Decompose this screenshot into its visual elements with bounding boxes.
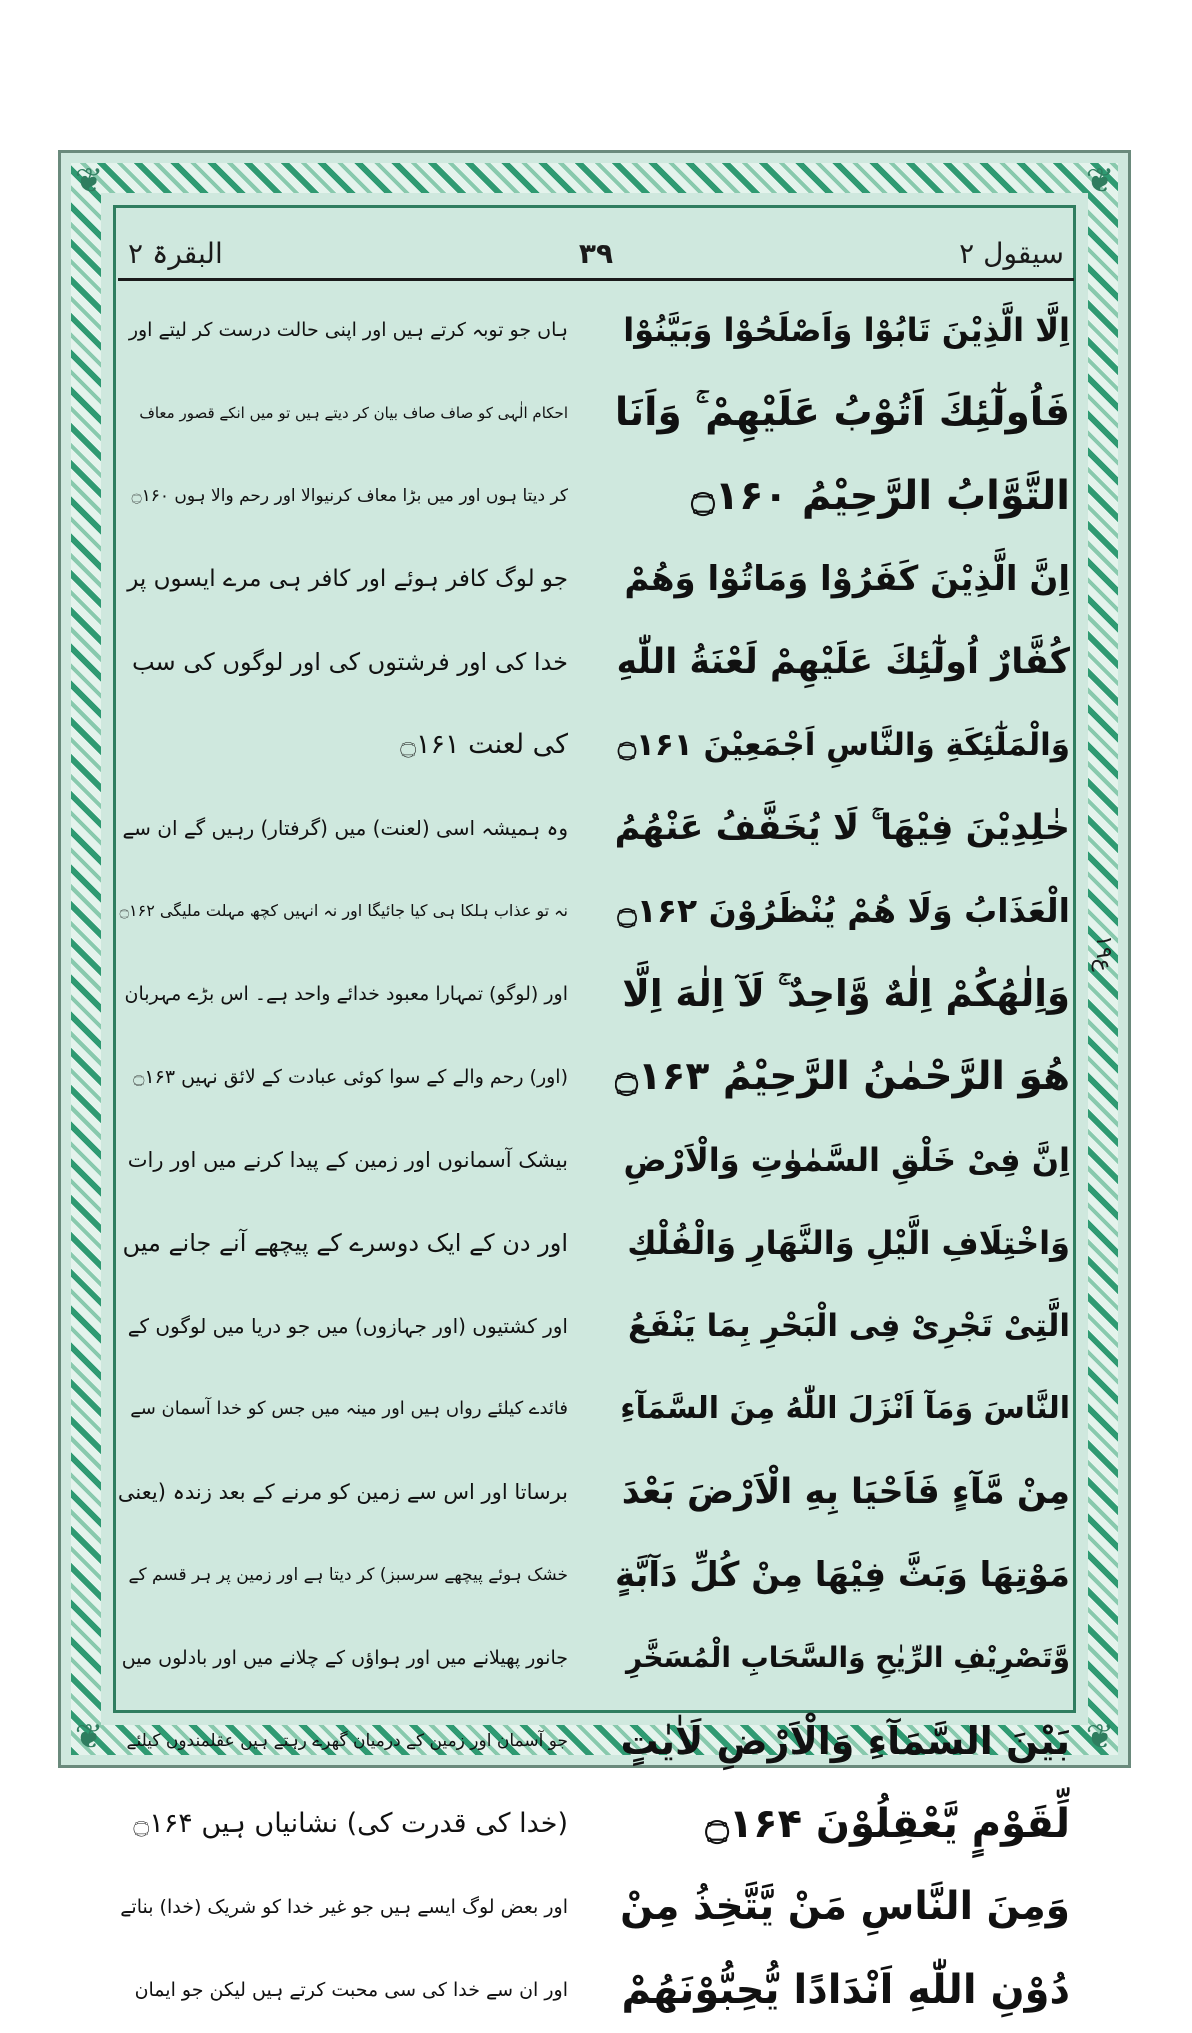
arabic-verse-line: وَمِنَ النَّاسِ مَنْ یَّتَّخِذُ مِنْ (620, 1884, 1070, 1929)
urdu-translation-line: برساتا اور اس سے زمین کو مرنے کے بعد زندہ (یعنی (118, 1480, 568, 1504)
arabic-verse-line: دُوْنِ اللّٰهِ اَنْدَادًا یُّحِبُّوْنَهُمْ (621, 1967, 1070, 2013)
page-header (118, 235, 1074, 281)
arabic-verse-line: كُفَّارٌ اُولٰٓئِكَ عَلَیْهِمْ لَعْنَةُ اللّٰهِ (616, 642, 1070, 682)
arabic-verse-line: وَالْمَلٰٓئِكَةِ وَالنَّاسِ اَجْمَعِیْنَ ۝۱۶۱ (617, 727, 1070, 763)
arabic-verse-line: وَاخْتِلَافِ الَّیْلِ وَالنَّهَارِ وَالْفُلْكِ (627, 1224, 1070, 1262)
urdu-translation-line: کر دیتا ہوں اور میں بڑا معاف کرنیوالا اور رحم والا ہوں ۝۱۶۰ (131, 486, 568, 506)
arabic-verse-line: خٰلِدِیْنَ فِیْهَا ۚ لَا یُخَفَّفُ عَنْهُمُ (615, 808, 1070, 848)
arabic-verse-line: الْعَذَابُ وَلَا هُمْ یُنْظَرُوْنَ ۝۱۶۲ (617, 891, 1070, 930)
urdu-translation-line: اور ان سے خدا کی سی محبت کرتے ہیں لیکن جو ایمان (134, 1979, 568, 2001)
urdu-translation-line: احکام الٰہی کو صاف صاف بیان کر دیتے ہیں تو میں انکے قصور معاف (139, 404, 568, 422)
arabic-verse-line: بَیْنَ السَّمَآءِ وَالْاَرْضِ لَاٰیٰتٍ (620, 1719, 1070, 1763)
arabic-verse-line: اِنَّ فِیْ خَلْقِ السَّمٰوٰتِ وَالْاَرْضِ (623, 1141, 1070, 1179)
arabic-verse-line: التَّوَّابُ الرَّحِیْمُ ۝۱۶۰ (691, 473, 1070, 519)
urdu-translation-line: خدا کی اور فرشتوں کی اور لوگوں کی سب (131, 648, 568, 676)
urdu-translation-line: فائدے کیلئے رواں ہیں اور مینہ میں جس کو خدا آسمان سے (130, 1398, 568, 1419)
arabic-verse-line: وَاِلٰهُكُمْ اِلٰهٌ وَّاحِدٌ ۚ لَآ اِلٰهَ اِلَّا (622, 972, 1070, 1015)
ruku-marker: ع۱۹ (1091, 935, 1116, 972)
urdu-translation-line: جانور پھیلانے میں اور ہواؤں کے چلانے میں اور بادلوں میں (121, 1647, 568, 1669)
arabic-text-column (615, 290, 1070, 2033)
corner-ornament-icon: ❦ (1085, 1717, 1115, 1757)
arabic-verse-line: الَّتِیْ تَجْرِیْ فِی الْبَحْرِ بِمَا یَنْفَعُ (628, 1308, 1070, 1344)
juz-name: سیقول ۲ (959, 237, 1064, 270)
urdu-translation-column (118, 290, 568, 2033)
arabic-verse-line: اِنَّ الَّذِیْنَ كَفَرُوْا وَمَاتُوْا وَهُمْ (624, 559, 1070, 599)
urdu-translation-line: اور (لوگو) تمہارا معبود خدائے واحد ہے۔ اس بڑے مہربان (124, 983, 568, 1005)
urdu-translation-line: خشک ہوئے پیچھے سرسبز) کر دیتا ہے اور زمین پر ہر قسم کے (128, 1565, 568, 1585)
urdu-translation-line: اور بعض لوگ ایسے ہیں جو غیر خدا کو شریک (خدا) بناتے (120, 1896, 568, 1918)
urdu-translation-line: کی لعنت ۝۱۶۱ (400, 729, 568, 760)
arabic-verse-line: اِلَّا الَّذِیْنَ تَابُوْا وَاَصْلَحُوْا وَبَیَّنُوْا (623, 311, 1070, 349)
surah-name: البقرۃ ۲ (128, 237, 223, 270)
arabic-verse-line: هُوَ الرَّحْمٰنُ الرَّحِیْمُ ۝۱۶۳ (615, 1054, 1070, 1099)
page-number: ۳۹ (578, 237, 614, 270)
urdu-translation-line: وہ ہمیشہ اسی (لعنت) میں (گرفتار) رہیں گے ان سے (122, 816, 568, 840)
arabic-verse-line: مِنْ مَّآءٍ فَاَحْیَا بِهِ الْاَرْضَ بَعْدَ (621, 1472, 1070, 1512)
arabic-verse-line: وَّتَصْرِیْفِ الرِّیٰحِ وَالسَّحَابِ الْمُسَخَّرِ (625, 1641, 1070, 1674)
urdu-translation-line: جو لوگ کافر ہوئے اور کافر ہی مرے ایسوں پر (127, 566, 568, 592)
arabic-verse-line: لِّقَوْمٍ یَّعْقِلُوْنَ ۝۱۶۴ (705, 1801, 1070, 1847)
urdu-translation-line: (خدا کی قدرت کی) نشانیاں ہیں ۝۱۶۴ (133, 1808, 568, 1839)
corner-ornament-icon: ❦ (74, 1717, 104, 1757)
urdu-translation-line: (اور) رحم والے کے سوا کوئی عبادت کے لائق نہیں ۝۱۶۳ (133, 1066, 568, 1088)
corner-ornament-icon: ❦ (74, 161, 104, 201)
corner-ornament-icon: ❦ (1085, 161, 1115, 201)
arabic-verse-line: النَّاسَ وَمَآ اَنْزَلَ اللّٰهُ مِنَ السَّمَآءِ (620, 1391, 1070, 1426)
urdu-translation-line: جو آسمان اور زمین کے درمیان گھرے رہتے ہیں عقلمندوں کیلئے (126, 1731, 568, 1751)
urdu-translation-line: نہ تو عذاب ہلکا ہی کیا جائیگا اور نہ انہیں کچھ مہلت ملیگی ۝۱۶۲ (119, 901, 568, 920)
arabic-verse-line: مَوْتِهَا وَبَثَّ فِیْهَا مِنْ كُلِّ دَآبَّةٍ (615, 1555, 1070, 1595)
urdu-translation-line: ہاں جو توبہ کرتے ہیں اور اپنی حالت درست کر لیتے اور (128, 319, 568, 341)
arabic-verse-line: فَاُولٰٓئِكَ اَتُوْبُ عَلَیْهِمْ ۚ وَاَنَا (615, 390, 1070, 435)
urdu-translation-line: بیشک آسمانوں اور زمین کے پیدا کرنے میں اور رات (127, 1148, 568, 1172)
urdu-translation-line: اور کشتیوں (اور جہازوں) میں جو دریا میں لوگوں کے (127, 1314, 568, 1338)
urdu-translation-line: اور دن کے ایک دوسرے کے پیچھے آنے جانے میں (122, 1229, 568, 1257)
